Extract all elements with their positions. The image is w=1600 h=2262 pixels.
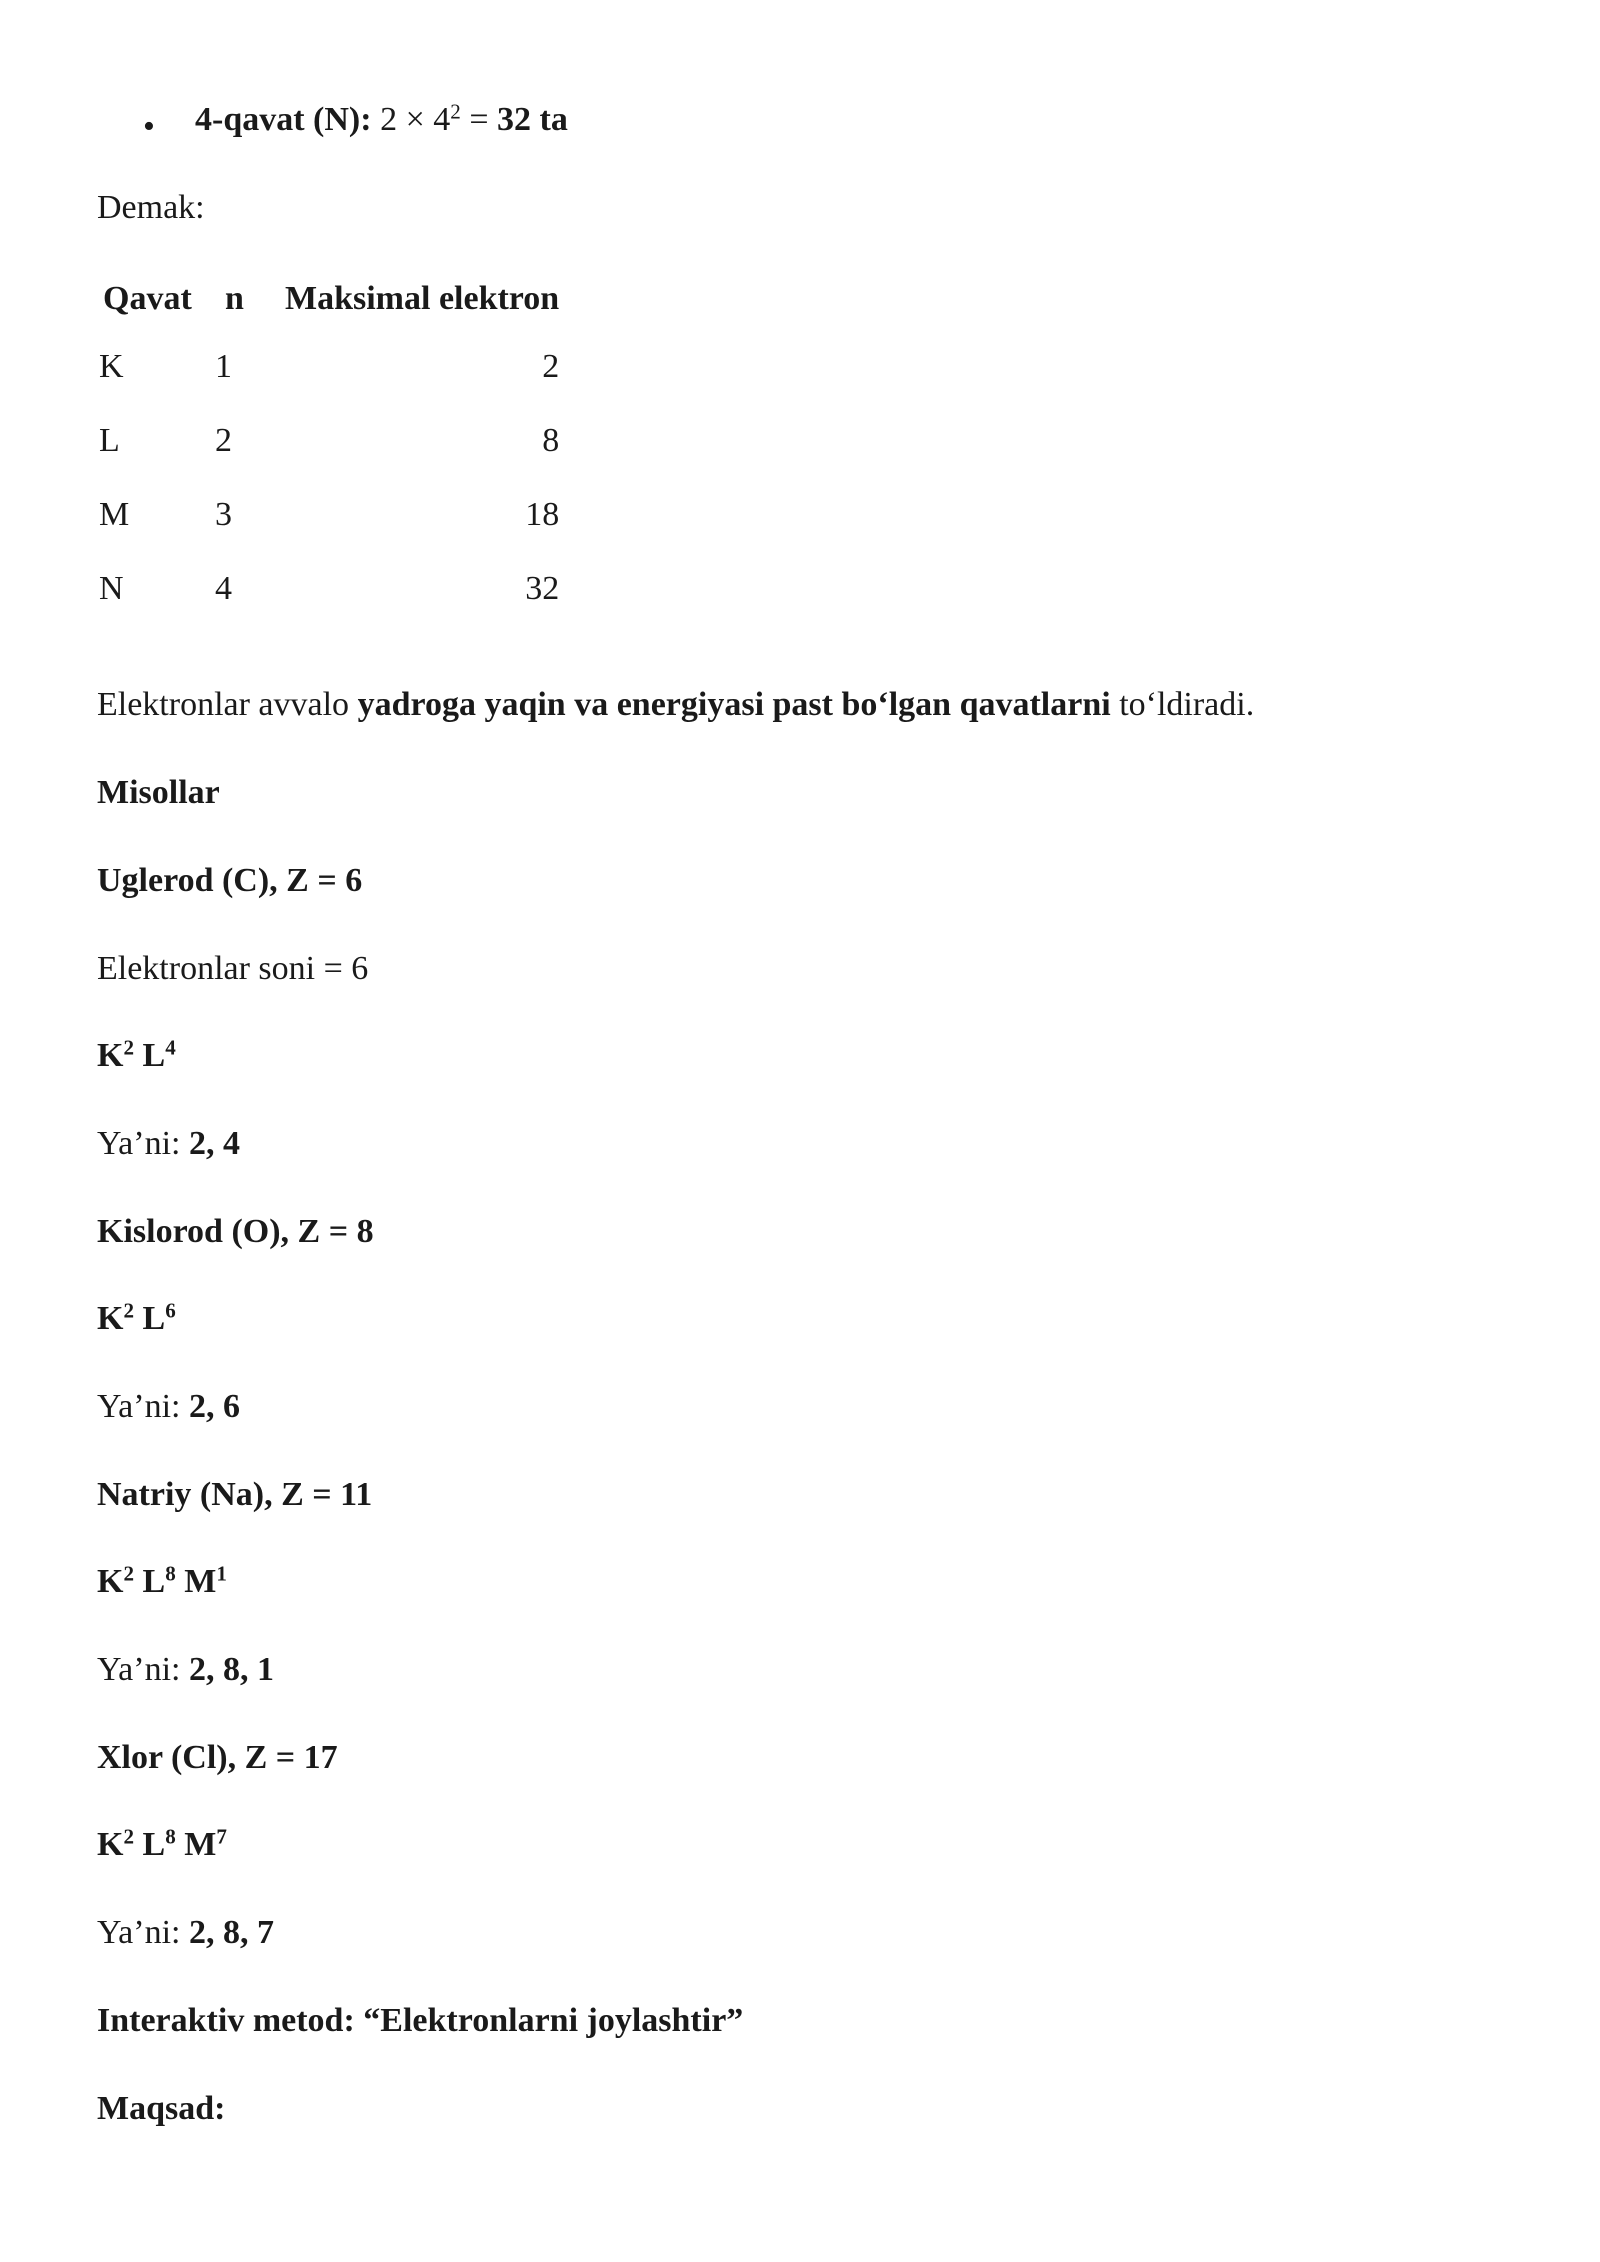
carbon-yani: [97, 1124, 240, 1164]
sodium-yani: [97, 1650, 274, 1690]
shell-symbol: K: [97, 1563, 124, 1600]
chlorine-title: Xlor (Cl), Z = 17: [97, 1739, 338, 1776]
chlorine-config: [97, 1825, 227, 1865]
qavat-table: [97, 268, 559, 626]
table-header-max: Maksimal elektron: [285, 280, 560, 317]
table-cell-n: 3: [215, 496, 232, 533]
yani-value: 2, 4: [188, 1125, 240, 1162]
bullet-dot: •: [143, 108, 155, 145]
bullet-formula-exponent: 2: [450, 99, 461, 124]
bullet-label: 4-qavat (N):: [195, 101, 372, 138]
rule-post: to‘ldiradi.: [1110, 686, 1255, 723]
table-cell-n: 1: [215, 348, 232, 385]
oxygen-yani: [97, 1387, 240, 1427]
shell-symbol: M: [184, 1826, 217, 1863]
shell-electron-count: 1: [216, 1561, 227, 1586]
sodium-title: Natriy (Na), Z = 11: [97, 1476, 373, 1513]
table-row: [97, 404, 559, 478]
bullet-formula-eq: =: [460, 101, 497, 138]
misollar-heading: Misollar: [97, 774, 220, 811]
table-cell-n: 2: [215, 422, 232, 459]
bullet-formula-pre: 2 × 4: [371, 101, 451, 138]
oxygen-title: Kislorod (O), Z = 8: [97, 1213, 374, 1250]
demak-text: Demak:: [97, 189, 205, 226]
yani-label: Ya’ni:: [97, 1651, 189, 1688]
shell-electron-count: 2: [123, 1298, 134, 1323]
shell-electron-count: 4: [165, 1035, 176, 1060]
yani-label: Ya’ni:: [97, 1914, 189, 1951]
yani-value: 2, 8, 1: [188, 1651, 274, 1688]
shell-electron-count: 6: [165, 1298, 176, 1323]
table-header-qavat: Qavat: [103, 280, 192, 317]
rule-pre: Elektronlar avvalo: [97, 686, 358, 723]
shell-symbol: M: [184, 1563, 217, 1600]
table-row: [97, 552, 559, 626]
rule-sentence: [97, 685, 1254, 725]
yani-label: Ya’ni:: [97, 1388, 189, 1425]
shell-symbol: L: [142, 1563, 166, 1600]
table-cell-qavat: N: [99, 570, 124, 607]
shell-electron-count: 2: [123, 1824, 134, 1849]
interactive-method-heading: Interaktiv metod: “Elektronlarni joylashtir”: [97, 2002, 744, 2039]
table-header-row: [97, 268, 559, 330]
carbon-count: Elektronlar soni = 6: [97, 950, 369, 987]
sodium-config: [97, 1562, 227, 1602]
shell-electron-count: 2: [123, 1561, 134, 1586]
shell-symbol: K: [97, 1826, 124, 1863]
shell-electron-count: 8: [165, 1561, 176, 1586]
table-cell-qavat: K: [99, 348, 124, 385]
carbon-title: Uglerod (C), Z = 6: [97, 862, 363, 899]
yani-value: 2, 6: [188, 1388, 240, 1425]
table-cell-max: 8: [542, 422, 560, 459]
bullet-result: 32 ta: [497, 101, 568, 138]
shell-symbol: L: [142, 1300, 166, 1337]
table-cell-max: 2: [542, 348, 560, 385]
oxygen-config: [97, 1299, 176, 1339]
table-row: [97, 330, 559, 404]
yani-value: 2, 8, 7: [188, 1914, 274, 1951]
chlorine-yani: [97, 1913, 274, 1953]
shell-electron-count: 8: [165, 1824, 176, 1849]
shell-electron-count: 2: [123, 1035, 134, 1060]
bullet-item: [195, 100, 568, 140]
shell-symbol: K: [97, 1037, 124, 1074]
table-row: [97, 478, 559, 552]
table-cell-max: 18: [525, 496, 560, 533]
shell-electron-count: 7: [216, 1824, 227, 1849]
table-cell-max: 32: [525, 570, 560, 607]
shell-symbol: L: [142, 1037, 166, 1074]
table-cell-n: 4: [215, 570, 232, 607]
table-header-n: n: [225, 280, 244, 317]
table-cell-qavat: L: [99, 422, 120, 459]
shell-symbol: L: [142, 1826, 166, 1863]
carbon-config: [97, 1036, 176, 1076]
table-cell-qavat: M: [99, 496, 130, 533]
shell-symbol: K: [97, 1300, 124, 1337]
yani-label: Ya’ni:: [97, 1125, 189, 1162]
rule-bold: yadroga yaqin va energiyasi past bo‘lgan qavatlarni: [357, 686, 1111, 723]
maqsad-heading: Maqsad:: [97, 2090, 226, 2127]
